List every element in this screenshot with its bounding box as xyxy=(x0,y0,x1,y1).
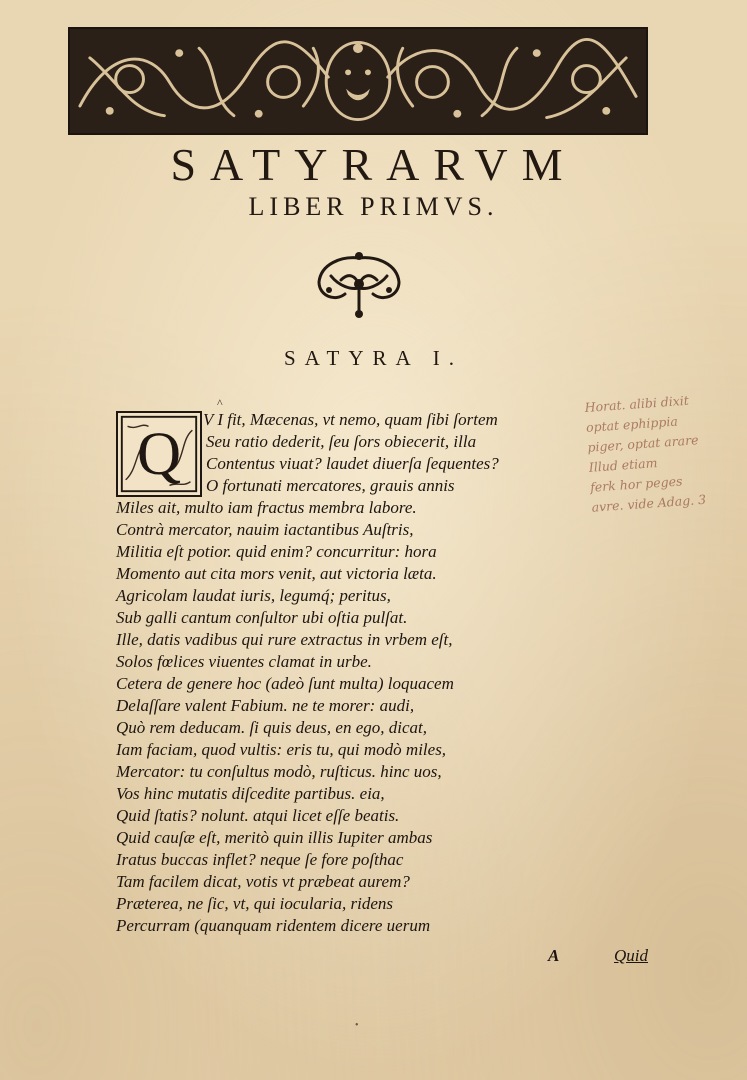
svg-text:Q: Q xyxy=(136,421,182,489)
verse-line: Solos fœlices viuentes clamat in urbe. xyxy=(116,652,372,671)
signature-mark: A xyxy=(548,946,560,965)
verse-line: Quò rem deducam. ſi quis deus, en ego, dicat, xyxy=(116,718,427,737)
verse-line: Cetera de genere hoc (adeò ſunt multa) loquacem xyxy=(116,674,454,693)
verse-line: Contentus viuat? laudet diuerſa ſequentes? xyxy=(206,454,499,473)
marginal-note-line: avre. vide Adag. 3 xyxy=(591,491,707,515)
verse-line: Mercator: tu conſultus modò, ruſticus. hinc uos, xyxy=(116,762,442,781)
catchword: Quid xyxy=(614,946,648,965)
page-title: SATYRARVM xyxy=(170,139,577,190)
verse-line: Momento aut cita mors venit, aut victoria læta. xyxy=(116,564,437,583)
page-subtitle: LIBER PRIMVS. xyxy=(248,192,499,221)
verse-line: Quid cauſæ eſt, meritò quin illis Iupiter ambas xyxy=(116,828,433,847)
fleuron-ornament xyxy=(311,250,407,320)
verse-line: Vos hinc mutatis diſcedite partibus. eia, xyxy=(116,784,385,803)
verse-line: Quid ſtatis? nolunt. atqui licet eſſe beatis. xyxy=(116,806,400,825)
verse-line: Contrà mercator, nauim iactantibus Auſtris, xyxy=(116,520,414,539)
marginal-note-line: Illud etiam xyxy=(588,455,658,475)
verse-line: Ille, datis vadibus qui rure extractus in vrbem eſt, xyxy=(116,630,453,649)
verse-line: Agricolam laudat iuris, legumq́; peritus, xyxy=(116,586,391,605)
drop-cap-initial xyxy=(116,411,202,497)
marginal-note-line: optat ephippia xyxy=(585,413,679,435)
verse-line: Tam facilem dicat, votis vt præbeat aurem? xyxy=(116,872,410,891)
verse-line: Miles ait, multo iam fractus membra labore. xyxy=(116,498,417,517)
marginal-note-line: ferk hor peges xyxy=(589,473,683,495)
verse-line: Sub galli cantum conſultor ubi oſtia pulſat. xyxy=(116,608,408,627)
marginal-note-line: piger, optat arare xyxy=(586,432,699,455)
verse-line: O fortunati mercatores, grauis annis xyxy=(206,476,455,495)
verse-line: Seu ratio dederit, ſeu ſors obiecerit, illa xyxy=(206,432,477,451)
verse-line: Militia eſt potior. quid enim? concurritur: hora xyxy=(116,542,437,561)
handwritten-marginal-note xyxy=(584,386,747,518)
verse-line: Iratus buccas inflet? neque ſe fore poſthac xyxy=(116,850,404,869)
circumflex-mark: ^ xyxy=(217,396,223,410)
ornamental-headpiece xyxy=(68,27,648,135)
section-heading: SATYRA I. xyxy=(283,346,464,370)
verse-line: Præterea, ne ſic, vt, qui iocularia, ridens xyxy=(116,894,393,913)
paper-speck: • xyxy=(355,1020,359,1031)
verse-line: Delaſſare valent Fabium. ne te morer: audi, xyxy=(116,696,415,715)
verse-line: Iam faciam, quod vultis: eris tu, qui modò miles, xyxy=(116,740,447,759)
marginal-note-line: Horat. alibi dixit xyxy=(584,392,690,415)
verse-line: Percurram (quanquam ridentem dicere uerum xyxy=(116,916,431,935)
verse-line: V I fit, Mæcenas, vt nemo, quam ſibi ſortem xyxy=(203,410,498,429)
